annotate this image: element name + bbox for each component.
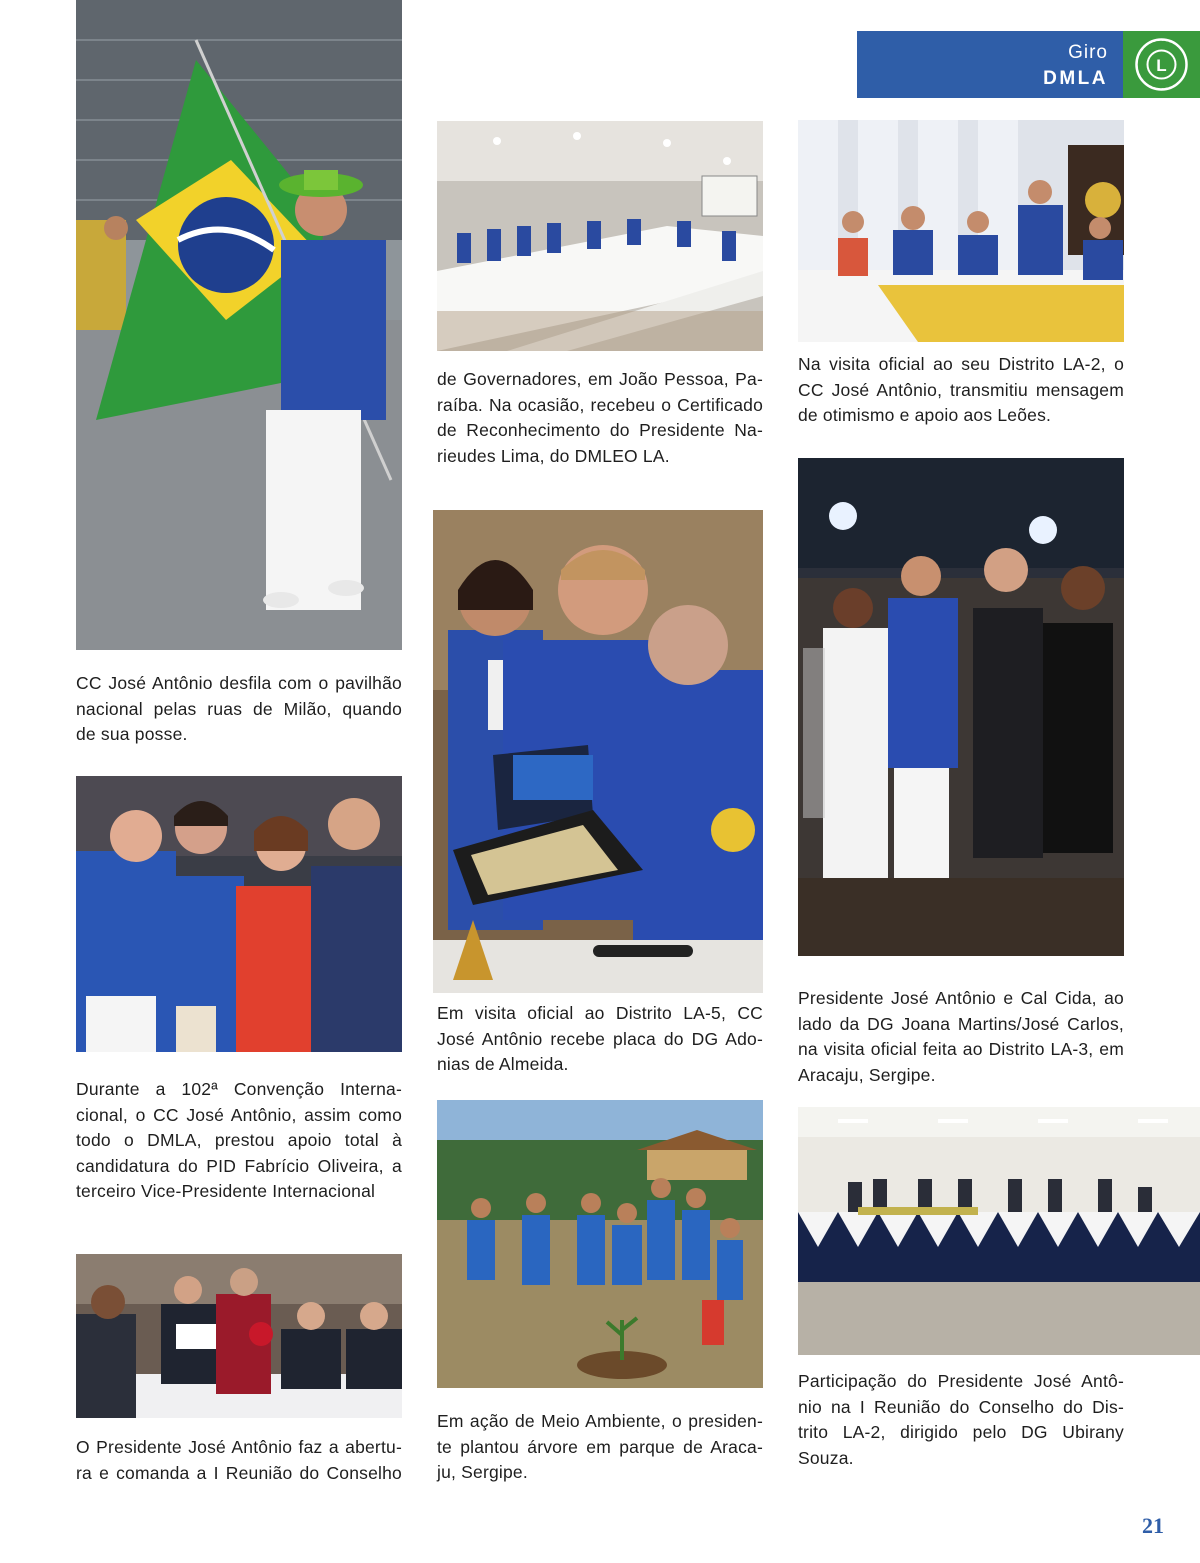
caption-milan bbox=[76, 671, 402, 748]
caption-line: de Reconhecimento do Presidente Na- bbox=[437, 420, 763, 440]
caption-line: Em visita oficial ao Distrito LA-5, CC bbox=[437, 1003, 763, 1023]
caption-line: Participação do Presidente José Antô- bbox=[798, 1371, 1124, 1391]
caption-line: lado da DG Joana Martins/José Carlos, bbox=[798, 1013, 1124, 1034]
caption-line: nias de Almeida. bbox=[437, 1054, 569, 1074]
caption-la5-plaque bbox=[437, 1001, 763, 1078]
caption-council-opening bbox=[76, 1435, 402, 1486]
caption-line: raíba. Na ocasião, recebeu o Certificado bbox=[437, 394, 763, 415]
caption-line: na visita oficial feita ao Distrito LA-3, em bbox=[798, 1039, 1124, 1059]
caption-line: José Antônio recebe placa do DG Ado- bbox=[437, 1028, 763, 1049]
caption-line: Na visita oficial ao seu Distrito LA-2, o bbox=[798, 354, 1124, 374]
caption-line: Aracaju, Sergipe. bbox=[798, 1064, 936, 1085]
caption-line: te plantou árvore em parque de Araca- bbox=[437, 1436, 763, 1457]
photo-la3-aracaju-group bbox=[798, 458, 1124, 956]
caption-line: nio na I Reunião do Conselho do Dis- bbox=[798, 1396, 1124, 1417]
photo-icon bbox=[76, 776, 402, 1052]
caption-convention bbox=[76, 1077, 402, 1205]
caption-line: cional, o CC José Antônio, assim como bbox=[76, 1104, 402, 1125]
caption-line: rieudes Lima, do DMLEO LA. bbox=[437, 445, 670, 466]
caption-line: ra e comanda a I Reunião do Conselho bbox=[76, 1462, 402, 1483]
section-title: DMLA bbox=[1043, 68, 1108, 89]
caption-governors bbox=[437, 367, 763, 469]
caption-la2-visit bbox=[798, 352, 1124, 429]
photo-milan-flag-parade bbox=[76, 0, 402, 650]
photo-icon bbox=[433, 510, 763, 993]
caption-environment bbox=[437, 1409, 763, 1486]
caption-la3 bbox=[798, 986, 1124, 1088]
photo-icon bbox=[437, 121, 763, 351]
photo-icon bbox=[798, 458, 1124, 956]
photo-icon bbox=[76, 1254, 402, 1418]
caption-line: CC José Antônio, transmitiu mensagem bbox=[798, 379, 1124, 400]
caption-line: de otimismo e apoio aos Leões. bbox=[798, 405, 1052, 425]
photo-icon bbox=[798, 1107, 1200, 1355]
photo-council-meeting-la2 bbox=[798, 1107, 1200, 1355]
photo-governors-meeting bbox=[437, 121, 763, 351]
photo-icon bbox=[798, 120, 1124, 342]
photo-icon bbox=[437, 1100, 763, 1388]
caption-line: candidatura do PID Fabrício Oliveira, a bbox=[76, 1155, 402, 1176]
caption-line: terceiro Vice-Presidente Internacional bbox=[76, 1181, 376, 1201]
photo-tree-planting bbox=[437, 1100, 763, 1388]
caption-line: trito LA-2, dirigido pelo DG Ubirany bbox=[798, 1422, 1124, 1442]
caption-line: Em ação de Meio Ambiente, o presiden- bbox=[437, 1411, 763, 1431]
svg-text:L: L bbox=[1156, 56, 1167, 75]
photo-council-opening bbox=[76, 1254, 402, 1418]
photo-icon bbox=[76, 0, 402, 650]
photo-convention-group bbox=[76, 776, 402, 1052]
caption-line: de sua posse. bbox=[76, 724, 188, 744]
caption-line: Durante a 102ª Convenção Interna- bbox=[76, 1079, 402, 1099]
lions-international-logo bbox=[1123, 31, 1200, 98]
caption-line: Souza. bbox=[798, 1447, 854, 1468]
caption-line: todo o DMLA, prestou apoio total à bbox=[76, 1130, 402, 1150]
photo-official-visit-la2 bbox=[798, 120, 1124, 342]
lions-logo-box bbox=[1123, 31, 1200, 98]
caption-line: nacional pelas ruas de Milão, quando bbox=[76, 698, 402, 719]
caption-line: de Governadores, em João Pessoa, Pa- bbox=[437, 369, 763, 389]
photo-plaque-la5 bbox=[433, 510, 763, 993]
caption-line: ju, Sergipe. bbox=[437, 1462, 528, 1482]
caption-line: Presidente José Antônio e Cal Cida, ao bbox=[798, 988, 1124, 1008]
caption-line: O Presidente José Antônio faz a abertu- bbox=[76, 1437, 402, 1457]
caption-line: CC José Antônio desfila com o pavilhão bbox=[76, 673, 402, 693]
section-label: Giro bbox=[1068, 42, 1108, 63]
page-number: 21 bbox=[1142, 1513, 1164, 1538]
caption-council-la2 bbox=[798, 1369, 1124, 1471]
